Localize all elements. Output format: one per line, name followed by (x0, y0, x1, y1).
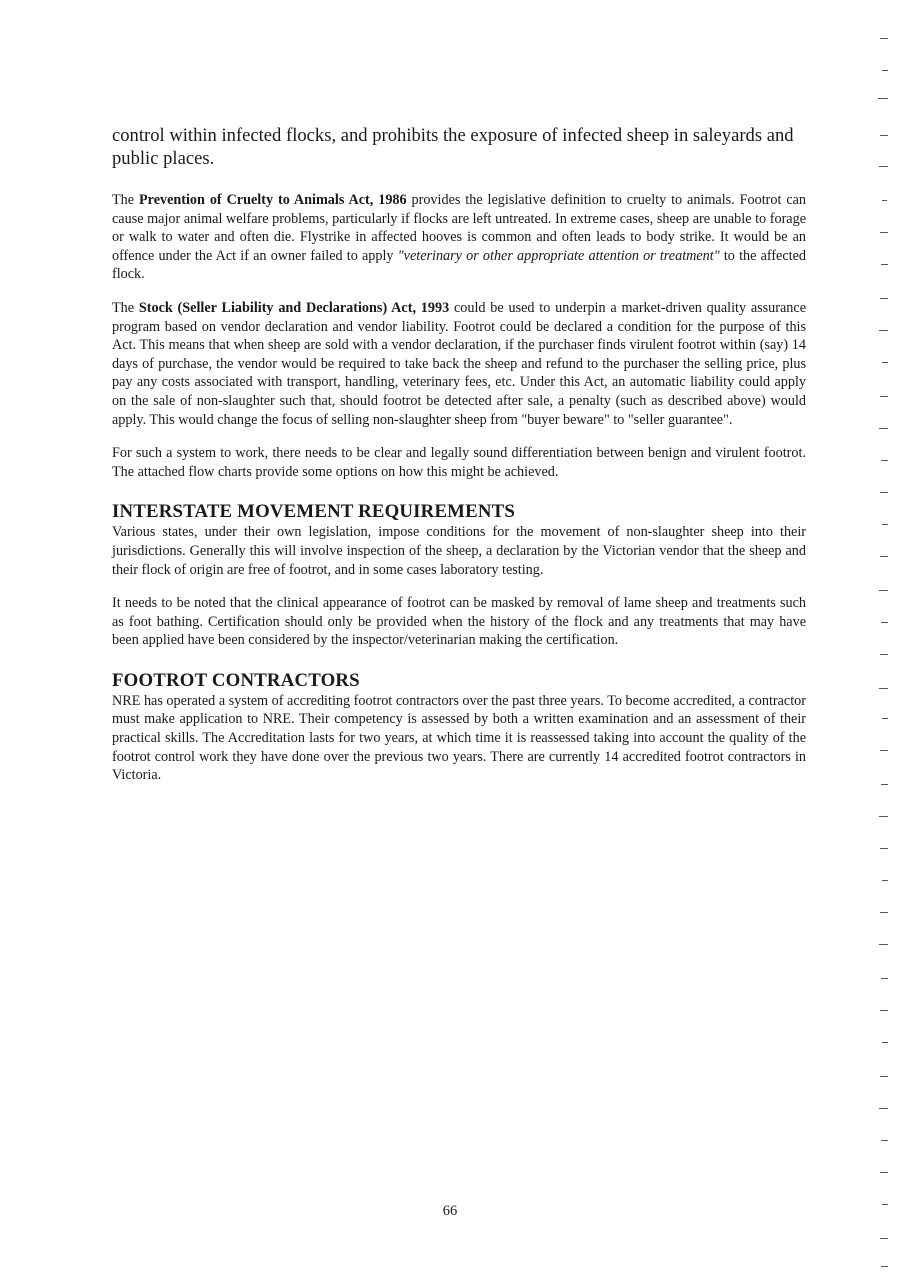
system-paragraph: For such a system to work, there needs to be clear and legally sound differentiation between benign and virulent footrot. The attached flow charts provide some options on how this might be achieved. (112, 445, 806, 480)
scan-mark (880, 135, 888, 136)
scan-mark (880, 654, 888, 655)
scan-mark (882, 880, 888, 881)
contractors-heading: FOOTROT CONTRACTORS (112, 669, 360, 691)
scan-mark (882, 524, 888, 525)
scan-mark (880, 232, 888, 233)
clinical-paragraph: It needs to be noted that the clinical appearance of footrot can be masked by removal of lame sheep and treatments such as foot bathing. Certification should only be provided when the history of the flock and any treatments that may have been applied have been considered by the inspector/veterinarian making the certification. (112, 595, 806, 649)
cruelty-post: to the affected flock. (112, 247, 806, 283)
scan-mark (881, 978, 888, 979)
scan-mark (880, 556, 888, 557)
cruelty-act-paragraph (112, 191, 806, 284)
scan-mark (881, 1266, 888, 1267)
stock-pre: The (112, 299, 139, 316)
scan-mark (881, 1140, 888, 1141)
cruelty-act-title: Prevention of Cruelty to Animals Act, 1986 (138, 192, 407, 208)
interstate-paragraph: Various states, under their own legislation, impose conditions for the movement of non-slaughter sheep into their jurisdictions. Generally this will involve inspection of the sheep, a declaration by the Victorian vendor that the sheep and their flock of origin are free of footrot, and in some cases laboratory testing. (112, 524, 806, 578)
scan-mark (881, 622, 888, 623)
cruelty-mid: provides the legislative definition to cruelty to animals. Footrot can cause major animal welfare problems, particularly if flocks are left untreated. In extreme cases, sheep are unable to forage or walk to water and often die. Flystrike in affected hooves is common and often leads to body strike. It would be an offence under the Act if an owner failed to apply (112, 192, 807, 264)
scan-mark (882, 1042, 888, 1043)
scan-mark (880, 298, 888, 299)
scan-mark (879, 428, 888, 429)
intro-text: control within infected flocks, and prohibits the exposure of infected sheep in saleyards and public places. (112, 125, 794, 169)
scan-mark (882, 1204, 888, 1205)
scan-mark (881, 264, 888, 265)
scan-mark (881, 784, 888, 785)
scan-mark (880, 750, 888, 751)
scan-mark (879, 330, 888, 331)
scan-mark (881, 460, 888, 461)
scan-mark (879, 166, 888, 167)
scan-mark (879, 688, 888, 689)
interstate-heading: INTERSTATE MOVEMENT REQUIREMENTS (112, 501, 515, 523)
scan-mark (880, 1010, 888, 1011)
scan-mark (880, 848, 888, 849)
scan-mark (880, 38, 888, 39)
scan-edge-artifacts (870, 0, 900, 1279)
scan-mark (882, 362, 888, 363)
scan-mark (880, 1238, 888, 1239)
scan-mark (880, 396, 888, 397)
scan-mark (879, 944, 888, 945)
stock-post: could be used to underpin a market-driven quality assurance program based on vendor declaration and vendor liability. Footrot could be declared a condition for the purpose of this Act. This means that when sheep are sold with a vendor declaration, if the purchaser finds virulent footrot within (say) 14 days of purchase, the vendor would be required to take back the sheep and refund to the purchaser the selling price, plus pay any costs associated with transport, handling, veterinary fees, etc. Under this Act, an automatic liability could apply on the sale of non-slaughter such that, should footrot be detected after sale, a penalty (such as described above) would apply. This would change the focus of selling non-slaughter sheep from "buyer beware" to "seller guarantee". (112, 299, 806, 428)
scan-mark (882, 70, 888, 71)
scan-mark (879, 816, 888, 817)
scan-mark (880, 492, 888, 493)
contractors-paragraph: NRE has operated a system of accrediting footrot contractors over the past three years. To become accredited, a contractor must make application to NRE. Their competency is assessed by both a written examination and an assessment of their practical skills. The Accreditation lasts for two years, at which time it is reassessed taking into account the quality of the footrot control work they have done over the previous two years. There are currently 14 accredited footrot contractors in Victoria. (112, 692, 806, 784)
cruelty-pre: The (112, 192, 139, 208)
stock-act-paragraph (112, 299, 806, 429)
scan-mark (882, 200, 887, 201)
scan-mark (882, 718, 888, 719)
scan-mark (879, 1108, 888, 1109)
scan-mark (880, 1076, 888, 1077)
scan-mark (878, 98, 888, 99)
page-content (112, 124, 806, 800)
scan-mark (880, 912, 888, 913)
page-number: 66 (442, 1203, 458, 1219)
scan-mark (879, 590, 888, 591)
cruelty-quote: "veterinary or other appropriate attention or treatment" (397, 247, 720, 264)
scan-mark (880, 1172, 888, 1173)
stock-act-title: Stock (Seller Liability and Declarations) Act, 1993 (138, 299, 450, 316)
